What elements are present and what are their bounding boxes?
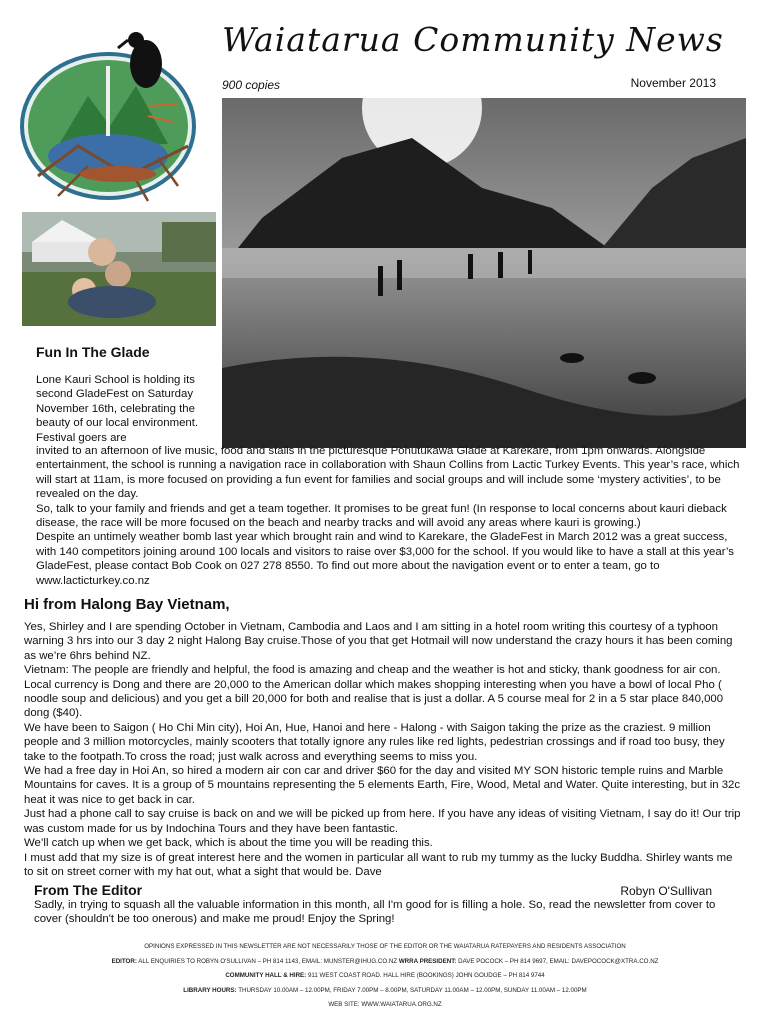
- footer-editor-text: ALL ENQUIRIES TO ROBYN O'SULLIVAN – PH 814 1143, EMAIL: MUNSTER@IHUG.CO.NZ: [138, 957, 398, 965]
- footer-president-text: DAVE POCOCK – PH 814 9697, EMAIL: DAVEPOCOCK@XTRA.CO.NZ: [458, 957, 659, 965]
- issue-date: November 2013: [630, 76, 716, 90]
- halong-paragraph: Just had a phone call to say cruise is back on and we will be picked up from here. If you have any ideas of visiting Vietnam, I say do it! Our trip was custom made for us by Indochina Tours and they have been fantastic.: [24, 808, 741, 835]
- glade-article-title: Fun In The Glade: [36, 344, 150, 360]
- footer-hall-label: COMMUNITY HALL & HIRE:: [225, 972, 307, 979]
- footer-library: [0, 984, 770, 999]
- masthead-title: Waiatarua Community News: [222, 20, 724, 59]
- footer-library-text: THURSDAY 10.00AM – 12.00PM, FRIDAY 7.00PM – 8.00PM, SATURDAY 11.00AM – 12.00PM, SUNDAY 11.00AM – 12.00PM: [238, 986, 587, 994]
- footer-editor-label: EDITOR:: [111, 957, 137, 965]
- halong-paragraph: We’ll catch up when we get back, which is about the time you will be reading this.: [24, 837, 433, 850]
- glade-paragraph: So, talk to your family and friends and get a team together. It promises to be great fun! (In response to local concerns about kauri dieback disease, the race will be more focused on the beach and nearby tracks and will avoid any areas where kauri is growing.): [36, 502, 727, 530]
- editor-signature: Robyn O'Sullivan: [620, 884, 712, 898]
- halong-article-body: [24, 620, 744, 879]
- footer-hall-text: 911 WEST COAST ROAD. HALL HIRE (BOOKINGS) JOHN GOUDGE – PH 814 9744: [307, 972, 545, 979]
- footer-hall: [0, 969, 770, 984]
- footer-disclaimer: OPINIONS EXPRESSED IN THIS NEWSLETTER ARE NOT NECESSARILY THOSE OF THE EDITOR OR THE WAIATARUA RATEPAYERS AND RESIDENTS ASSOCIATION: [144, 943, 626, 950]
- editor-paragraph: Sadly, in trying to squash all the valuable information in this month, all I'm good for is filling a hole. So, read the newsletter from cover to cover (shouldn't be too onerous) and make me proud! Enjoy the Spring!: [34, 899, 716, 926]
- glade-paragraph: invited to an afternoon of live music, food and stalls in the picturesque Pohutukawa Glade at Karekare, from 1pm onwards. Alongside entertainment, the school is running a navigation race in collaboration with Shaun Collins from Lactic Turkey Events. This year’s race, which will start at 11am, is more focused on providing a fun event for families and social groups and will include some ‘mystery activities’, to be revealed on the day.: [36, 445, 740, 501]
- halong-paragraph: Yes, Shirley and I are spending October in Vietnam, Cambodia and Laos and I am sitting in a hotel room writing this courtesy of a typhoon warning 3 hrs into our 3 day 2 night Halong Bay cruise.Those of you that get Hotmail will now understand the crazy hours it has been coming as we’re 6hrs behind NZ.: [24, 621, 733, 662]
- footer-president-label: WRRA PRESIDENT:: [398, 957, 457, 965]
- halong-paragraph: We had a free day in Hoi An, so hired a modern air con car and driver $60 for the day and visited MY SON historic temple ruins and Marble Mountains for caves. It is a group of 5 mountains representing the 5 elements Earth, Fire, Wood, Metal and Water. Quite interesting, but in 32c heat it was nice to get back in car.: [24, 765, 741, 806]
- beach-race-photo: [222, 98, 746, 448]
- editor-article-body: [34, 898, 744, 927]
- halong-paragraph: We have been to Saigon ( Ho Chi Min city), Hoi An, Hue, Hanoi and here - Halong - with Saigon taking the prize as the craziest. 9 million people and 3 million motorcycles, mainly scooters that totally ignore any rules like red lights, pedestrian crossings and if road too busy, they take to the footpath.To cross the road; just walk across and everything seems to miss you.: [24, 721, 725, 763]
- footer: [0, 940, 770, 1013]
- halong-paragraph: Vietnam: The people are friendly and helpful, the food is amazing and cheap and the weather is hot and sticky, thank goodness for air con. Local currency is Dong and there are 20,000 to the American dollar which makes shopping interesting when you have a bowl of local Pho ( noodle soup and delicious) and you get a bill 20,000 for both and realise that is just a dollar. A 5 course meal for 2 in a 5 star place 840,000 dong ($40).: [24, 664, 724, 720]
- glade-paragraph: Despite an untimely weather bomb last year which brought rain and wind to Karekare, the GladeFest in March 2012 was a great success, with 140 competitors joining around 100 locals and visitors to raise over $3,000 for the school. If you would like to have a stall at this year’s GladeFest, please contact Bob Cook on 027 278 8550. To find out more about the navigation event or to enter a team, go to www.lacticturkey.co.nz: [36, 531, 734, 587]
- community-logo: [18, 26, 218, 214]
- footer-contacts: [0, 955, 770, 970]
- glade-article-intro: Lone Kauri School is holding its second GladeFest on Saturday November 16th, celebrating the beauty of our local environment. Festival goers are: [36, 374, 199, 444]
- glade-article-body: [36, 444, 746, 588]
- circulation-note: 900 copies: [222, 78, 281, 92]
- kids-festival-photo: [22, 212, 216, 326]
- footer-library-label: LIBRARY HOURS:: [183, 986, 237, 994]
- halong-paragraph: I must add that my size is of great interest here and the women in particular all want to rub my tummy as the lucky Buddha. Shirley wants me to sit on street corner with my hat out, what a sight that would be. Dave: [24, 851, 733, 878]
- halong-article-title: Hi from Halong Bay Vietnam,: [24, 596, 230, 613]
- editor-article-title: From The Editor: [34, 882, 143, 898]
- footer-website: WEB SITE: WWW.WAIATARUA.ORG.NZ: [328, 1001, 442, 1008]
